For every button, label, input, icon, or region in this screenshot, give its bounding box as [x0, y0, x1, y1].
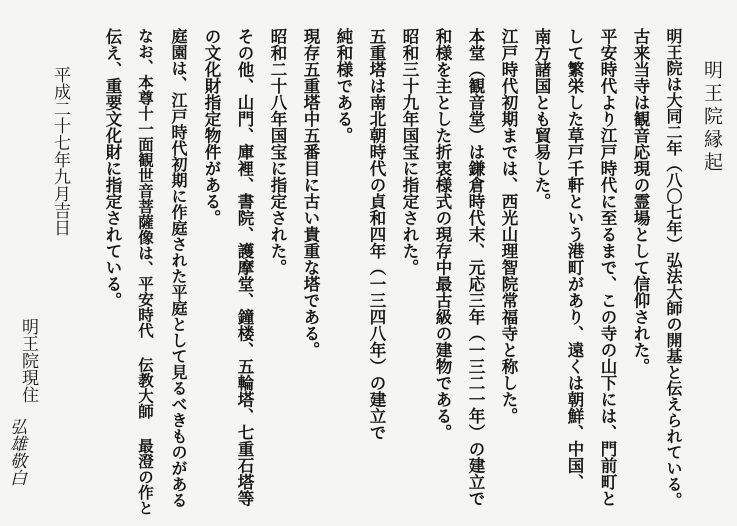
text-line-14: その他、山門、庫裡、書院、護摩堂、鐘楼、五輪塔、七重石塔等	[235, 28, 254, 507]
text-line-4: して繁栄した草戸千軒という港町があり、遠くは朝鮮、中国、	[565, 28, 584, 490]
text-line-2: 古来当寺は観音応現の霊場として信仰された。	[631, 28, 650, 375]
text-line-17: なお、本尊十一面観世音菩薩像は、平安時代 伝教大師 最澄の作と	[136, 28, 155, 516]
text-line-11: 純和様である。	[334, 28, 353, 144]
text-line-18: 伝え、重要文化財に指定されている。	[103, 28, 122, 309]
text-line-3: 平安時代より江戸時代に至るまで、この寺の山下には、門前町と	[598, 28, 617, 507]
date-line: 平成二十七年九月吉日	[50, 66, 70, 236]
text-line-13: 昭和二十八年国宝に指定された。	[268, 28, 287, 276]
text-line-9: 昭和三十九年国宝に指定された。	[400, 28, 419, 276]
text-line-8: 和様を主とした折衷様式の現存中最古級の建物である。	[433, 28, 452, 441]
text-line-5: 南方諸国とも貿易した。	[532, 28, 551, 210]
text-line-1: 明王院は大同二年（八〇七年）弘法大師の開基と伝えられている。	[664, 28, 683, 508]
document-title: 明王院縁起	[701, 60, 723, 175]
text-line-10: 五重塔は南北朝時代の貞和四年（一三四八年）の建立で	[367, 28, 386, 441]
text-line-12: 現存五重塔中五番目に古い貴重な塔である。	[301, 28, 320, 358]
text-line-6: 江戸時代初期までは、西光山理智院常福寺と称した。	[499, 28, 518, 424]
text-line-15: の文化財指定物件がある。	[202, 28, 221, 226]
signature-name: 弘雄敬白	[6, 418, 26, 486]
signature-title: 明王院現住	[18, 318, 38, 403]
text-line-16: 庭園は、江戸時代初期に作庭された平庭として見るべきものがある	[169, 28, 188, 508]
text-line-7: 本堂（観音堂）は鎌倉時代末、元応三年（一三二一年）の建立で	[466, 28, 485, 507]
